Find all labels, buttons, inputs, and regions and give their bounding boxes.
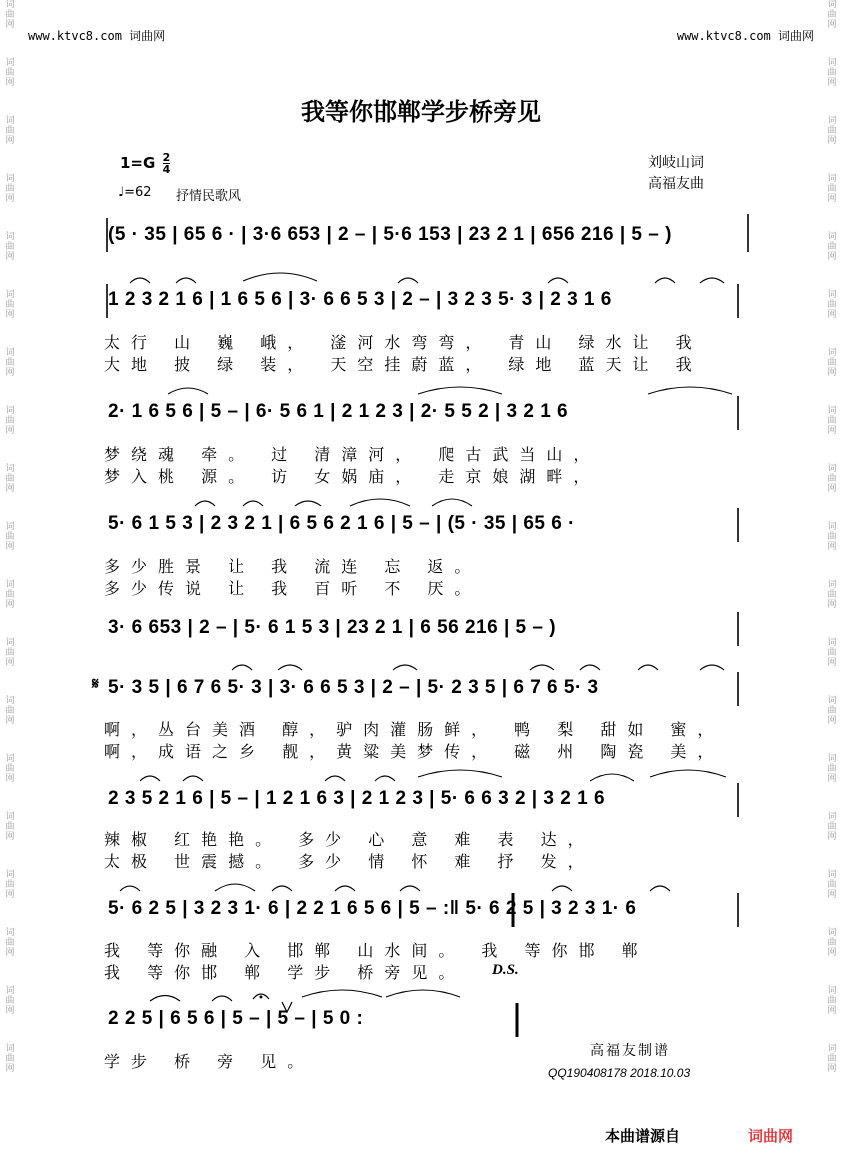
watermark-char: 词 — [5, 1044, 15, 1054]
score-row-7-lyric-1: 辣椒 红艳艳。 多少 心 意 难 表 达， — [104, 830, 595, 849]
watermark-char: 网 — [827, 484, 837, 494]
watermark-char: 词 — [827, 348, 837, 358]
watermark-char: 词 — [827, 754, 837, 764]
score-row-9-lyric-1: 学步 桥 旁 见。 — [104, 1052, 315, 1071]
score-row-1-notes: (5 · 35 | 65 6 · | 3·6 653 | 2 – | 5·6 153 | 23 2 1 | 656 216 | 5 – ) — [108, 224, 672, 245]
score-row-2-notes: 1 2 3 2 1 6 | 1 6 5 6 | 3· 6 6 5 3 | 2 – | 3 2 3 5· 3 | 2 3 1 6 — [108, 289, 612, 310]
watermark-char: 曲 — [827, 996, 837, 1006]
watermark-char: 曲 — [5, 242, 15, 252]
watermark-char: 词 — [827, 290, 837, 300]
watermark-char: 曲 — [827, 938, 837, 948]
score-row-3-notes: 2· 1 6 5 6 | 5 – | 6· 5 6 1 | 2 1 2 3 | 2· 5 5 2 | 3 2 1 6 — [108, 401, 569, 422]
watermark-mark — [827, 0, 836, 30]
watermark-char: 词 — [5, 696, 15, 706]
watermark-char: 词 — [827, 696, 837, 706]
watermark-char: 词 — [5, 290, 15, 300]
segno-sign: 𝄋 — [92, 676, 100, 693]
source-label: 本曲谱源自 — [605, 1127, 681, 1145]
watermark-mark — [827, 406, 836, 436]
ds-mark: D.S. — [492, 962, 519, 978]
watermark-char: 网 — [5, 542, 15, 552]
watermark-char: 网 — [827, 600, 837, 610]
watermark-char: 曲 — [5, 416, 15, 426]
watermark-char: 词 — [5, 116, 15, 126]
watermark-char: 曲 — [5, 706, 15, 716]
watermark-mark — [5, 812, 14, 842]
score-row-4-notes: 5· 6 1 5 3 | 2 3 2 1 | 6 5 6 2 1 6 | 5 – | (5 · 35 | 65 6 · — [108, 513, 575, 534]
watermark-char: 网 — [827, 716, 837, 726]
watermark-mark — [827, 174, 836, 204]
watermark-mark — [5, 1044, 14, 1074]
watermark-char: 网 — [827, 542, 837, 552]
score-row-4-lyric-2: 多少传说 让 我 百听 不 厌。 — [104, 579, 482, 598]
watermark-char: 曲 — [5, 880, 15, 890]
watermark-char: 网 — [827, 658, 837, 668]
transcriber-credit: 高福友制谱 — [590, 1043, 670, 1059]
watermark-char: 曲 — [827, 242, 837, 252]
watermark-char: 网 — [5, 78, 15, 88]
watermark-char: 网 — [827, 426, 837, 436]
watermark-mark — [827, 290, 836, 320]
watermark-mark — [827, 58, 836, 88]
watermark-char: 网 — [5, 948, 15, 958]
watermark-char: 曲 — [827, 764, 837, 774]
watermark-char: 网 — [827, 136, 837, 146]
watermark-char: 网 — [5, 658, 15, 668]
watermark-char: 网 — [827, 20, 837, 30]
watermark-char: 词 — [5, 754, 15, 764]
watermark-char: 曲 — [5, 938, 15, 948]
watermark-char: 词 — [5, 406, 15, 416]
watermark-char: 词 — [5, 580, 15, 590]
right-watermark-strip — [825, 0, 839, 1171]
watermark-mark — [5, 290, 14, 320]
watermark-char: 词 — [5, 0, 15, 10]
watermark-char: 网 — [827, 1006, 837, 1016]
watermark-char: 曲 — [827, 126, 837, 136]
watermark-mark — [827, 1044, 836, 1074]
watermark-char: 网 — [827, 252, 837, 262]
watermark-char: 曲 — [5, 300, 15, 310]
watermark-char: 曲 — [827, 706, 837, 716]
watermark-char: 网 — [827, 78, 837, 88]
fermata-icon — [253, 994, 269, 999]
watermark-mark — [827, 928, 836, 958]
score-row-6-notes: 5· 3 5 | 6 7 6 5· 3 | 3· 6 6 5 3 | 2 – | 5· 2 3 5 | 6 7 6 5· 3 — [108, 677, 599, 698]
watermark-char: 曲 — [5, 590, 15, 600]
watermark-mark — [5, 348, 14, 378]
watermark-char: 曲 — [5, 184, 15, 194]
watermark-char: 曲 — [5, 764, 15, 774]
watermark-char: 网 — [5, 600, 15, 610]
contact-date: QQ190408178 2018.10.03 — [548, 1066, 691, 1080]
watermark-char: 词 — [827, 1044, 837, 1054]
watermark-char: 词 — [827, 522, 837, 532]
score-row-8-notes: 5· 6 2 5 | 3 2 3 1· 6 | 2 2 1 6 5 6 | 5 – :‖ 5· 6 2 5 | 3 2 3 1· 6 — [108, 898, 637, 919]
watermark-char: 词 — [5, 986, 15, 996]
watermark-mark — [827, 870, 836, 900]
watermark-mark — [5, 406, 14, 436]
watermark-char: 网 — [5, 774, 15, 784]
watermark-char: 曲 — [5, 474, 15, 484]
watermark-char: 网 — [827, 832, 837, 842]
site-url-left[interactable]: www.ktvc8.com 词曲网 — [28, 29, 166, 43]
score-row-9-notes: 2 2 5 | 6 5 6 | 5 – | 5 – | 5 0 : — [108, 1008, 364, 1029]
watermark-char: 词 — [827, 174, 837, 184]
watermark-char: 词 — [5, 232, 15, 242]
site-url-right[interactable]: www.ktvc8.com 词曲网 — [676, 29, 814, 43]
watermark-mark — [827, 638, 836, 668]
watermark-char: 词 — [827, 928, 837, 938]
watermark-char: 词 — [5, 870, 15, 880]
watermark-char: 词 — [827, 638, 837, 648]
watermark-char: 曲 — [5, 10, 15, 20]
watermark-mark — [5, 580, 14, 610]
watermark-char: 网 — [827, 1064, 837, 1074]
score-row-6-lyric-1: 啊，丛台美酒 醇，驴肉灌肠鲜， 鸭 梨 甜如 蜜， — [104, 720, 725, 739]
key-signature: 1=G $\frac{2}{4}$ — [120, 151, 171, 176]
watermark-char: 词 — [5, 174, 15, 184]
watermark-char: 曲 — [827, 474, 837, 484]
watermark-char: 网 — [827, 890, 837, 900]
score-row-2-lyric-1: 太行 山 巍 峨， 滏河水弯弯， 青山 绿水让 我 — [104, 333, 703, 352]
watermark-char: 词 — [827, 116, 837, 126]
watermark-char: 曲 — [5, 648, 15, 658]
watermark-char: 词 — [5, 638, 15, 648]
time-signature: $\frac{2}{4}$ — [162, 151, 171, 176]
tempo-mark: ♩=62 — [118, 185, 152, 200]
watermark-mark — [827, 522, 836, 552]
watermark-char: 曲 — [5, 358, 15, 368]
watermark-char: 词 — [827, 0, 837, 10]
watermark-char: 曲 — [5, 822, 15, 832]
watermark-char: 词 — [827, 464, 837, 474]
watermark-char: 网 — [5, 136, 15, 146]
watermark-char: 词 — [827, 232, 837, 242]
watermark-mark — [5, 232, 14, 262]
watermark-char: 词 — [827, 870, 837, 880]
score-row-5-notes: 3· 6 653 | 2 – | 5· 6 1 5 3 | 23 2 1 | 6 56 216 | 5 – ) — [108, 617, 557, 638]
watermark-char: 网 — [5, 1006, 15, 1016]
watermark-char: 网 — [5, 716, 15, 726]
watermark-char: 网 — [5, 484, 15, 494]
watermark-char: 词 — [827, 580, 837, 590]
watermark-char: 网 — [5, 20, 15, 30]
watermark-mark — [827, 348, 836, 378]
watermark-char: 曲 — [827, 184, 837, 194]
composer-credit: 高福友曲 — [648, 176, 704, 192]
watermark-char: 曲 — [827, 822, 837, 832]
watermark-mark — [5, 522, 14, 552]
watermark-char: 曲 — [5, 1054, 15, 1064]
watermark-char: 网 — [827, 194, 837, 204]
song-title: 我等你邯郸学步桥旁见 — [301, 99, 541, 126]
style-mark: 抒情民歌风 — [176, 189, 242, 204]
watermark-mark — [5, 986, 14, 1016]
watermark-char: 网 — [5, 1064, 15, 1074]
watermark-char: 网 — [827, 948, 837, 958]
watermark-char: 网 — [827, 774, 837, 784]
watermark-char: 词 — [5, 928, 15, 938]
watermark-char: 网 — [827, 368, 837, 378]
watermark-char: 曲 — [5, 68, 15, 78]
score-row-2-lyric-2: 大地 披 绿 装， 天空挂蔚蓝， 绿地 蓝天让 我 — [104, 355, 703, 374]
score-row-7-lyric-2: 太极 世震撼。 多少 情 怀 难 抒 发， — [104, 852, 595, 871]
watermark-mark — [827, 754, 836, 784]
watermark-char: 词 — [827, 986, 837, 996]
watermark-mark — [5, 58, 14, 88]
watermark-char: 网 — [5, 890, 15, 900]
watermark-char: 网 — [5, 194, 15, 204]
watermark-mark — [827, 696, 836, 726]
watermark-char: 曲 — [827, 300, 837, 310]
watermark-char: 词 — [5, 58, 15, 68]
score-row-6-lyric-2: 啊，成语之乡 靓，黄粱美梦传， 磁 州 陶瓷 美， — [104, 742, 725, 761]
watermark-char: 词 — [827, 406, 837, 416]
watermark-char: 曲 — [5, 996, 15, 1006]
score-row-8-lyric-2: 我 等你邯 郸 学步 桥旁见。 — [104, 963, 466, 982]
watermark-mark — [5, 928, 14, 958]
watermark-char: 词 — [5, 522, 15, 532]
watermark-mark — [827, 464, 836, 494]
watermark-char: 网 — [5, 310, 15, 320]
score-row-4-lyric-1: 多少胜景 让 我 流连 忘 返。 — [104, 557, 482, 576]
watermark-char: 网 — [5, 368, 15, 378]
left-watermark-strip — [3, 0, 17, 1171]
watermark-mark — [5, 870, 14, 900]
watermark-mark — [5, 638, 14, 668]
watermark-char: 词 — [5, 812, 15, 822]
watermark-char: 词 — [5, 464, 15, 474]
watermark-char: 词 — [827, 812, 837, 822]
watermark-mark — [5, 174, 14, 204]
watermark-char: 曲 — [827, 1054, 837, 1064]
watermark-mark — [5, 464, 14, 494]
watermark-char: 词 — [827, 58, 837, 68]
watermark-char: 曲 — [827, 590, 837, 600]
score-row-8-lyric-1: 我 等你融 入 邯郸 山水间。 我 等你邯 郸 — [104, 941, 649, 960]
watermark-char: 曲 — [827, 880, 837, 890]
watermark-mark — [827, 580, 836, 610]
watermark-mark — [827, 986, 836, 1016]
watermark-mark — [5, 754, 14, 784]
watermark-char: 曲 — [5, 126, 15, 136]
watermark-mark — [5, 696, 14, 726]
score-row-7-notes: 2 3 5 2 1 6 | 5 – | 1 2 1 6 3 | 2 1 2 3 | 5· 6 6 3 2 | 3 2 1 6 — [108, 788, 606, 809]
watermark-char: 网 — [5, 832, 15, 842]
source-site-link[interactable]: 词曲网 — [748, 1127, 794, 1145]
watermark-char: 曲 — [827, 648, 837, 658]
watermark-char: 曲 — [827, 68, 837, 78]
watermark-char: 网 — [827, 310, 837, 320]
score-row-3-lyric-2: 梦入桃 源。 访 女娲庙， 走京娘湖畔， — [104, 467, 601, 486]
watermark-char: 曲 — [827, 10, 837, 20]
watermark-mark — [827, 812, 836, 842]
watermark-char: 曲 — [827, 532, 837, 542]
score-row-3-lyric-1: 梦绕魂 牵。 过 清漳河， 爬古武当山， — [104, 445, 601, 464]
watermark-char: 曲 — [827, 358, 837, 368]
watermark-char: 曲 — [5, 532, 15, 542]
watermark-mark — [5, 0, 14, 30]
watermark-mark — [827, 232, 836, 262]
watermark-char: 词 — [5, 348, 15, 358]
watermark-char: 曲 — [827, 416, 837, 426]
watermark-char: 网 — [5, 426, 15, 436]
lyricist-credit: 刘岐山词 — [648, 155, 704, 171]
watermark-char: 网 — [5, 252, 15, 262]
